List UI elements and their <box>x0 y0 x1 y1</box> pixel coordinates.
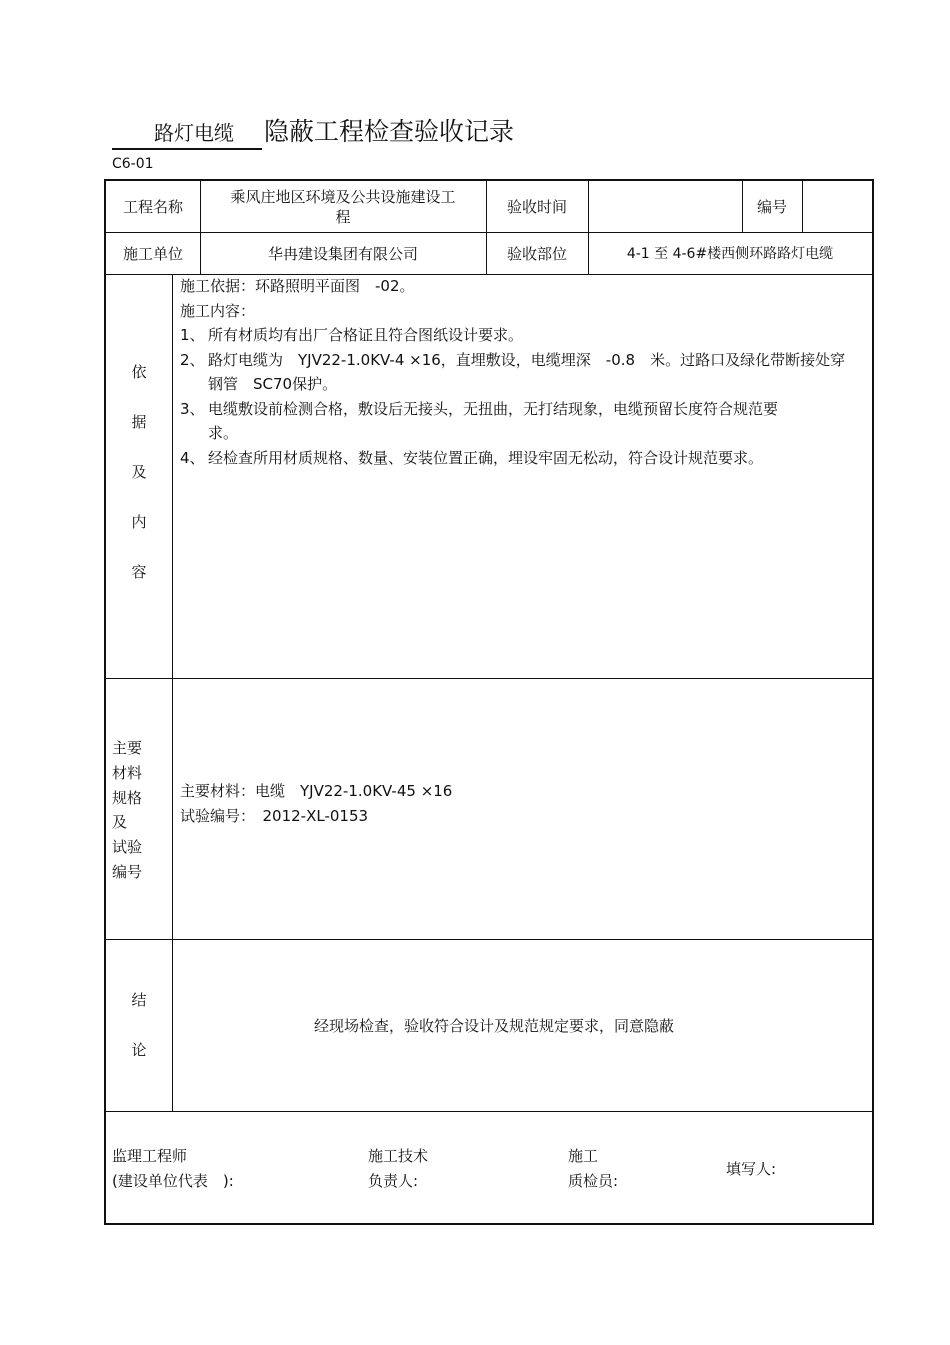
title-main: 隐蔽工程检查验收记录 <box>264 117 515 146</box>
number-value <box>802 181 872 232</box>
construction-unit-label: 施工单位 <box>122 244 183 263</box>
materials-label-line: 材料 <box>112 763 143 782</box>
row-divider <box>106 939 872 940</box>
conclusion-label-char: 论 <box>131 1041 147 1059</box>
materials-label <box>112 736 172 885</box>
item-text: 电缆敷设前检测合格，敷设后无接头，无扭曲，无打结现象，电缆预留长度符合规范要求。 <box>208 399 779 442</box>
inspection-part-label: 验收部位 <box>506 244 567 263</box>
inspection-table <box>104 179 874 1225</box>
basis-label-char: 及 <box>131 463 147 481</box>
materials-content <box>180 779 860 828</box>
conclusion-label <box>106 989 172 1089</box>
qc-signature <box>568 1144 618 1194</box>
construction-unit-value: 华冉建设集团有限公司 <box>267 244 418 263</box>
inspection-part-value: 4-1 至 4-6#楼西侧环路路灯电缆 <box>626 246 834 262</box>
materials-label-line: 及 <box>112 813 128 832</box>
supervisor-line2: (建设单位代表 ): <box>112 1172 234 1190</box>
basis-label-char: 内 <box>131 513 147 531</box>
inspection-time-value <box>588 181 742 232</box>
item-text: 路灯电缆为 YJV22-1.0KV-4 ×16，直埋敷设，电缆埋深 -0.8 米。过路口及绿化带断接处穿钢管 SC70保护。 <box>208 350 846 393</box>
project-name-label: 工程名称 <box>122 198 183 216</box>
material-line: 主要材料：电缆 YJV22-1.0KV-45 ×16 <box>180 782 453 800</box>
item-number: 3、 <box>180 399 205 418</box>
row-divider <box>106 678 872 679</box>
tech-lead-signature <box>368 1144 428 1194</box>
row-divider <box>106 1111 872 1112</box>
qc-line2: 质检员: <box>568 1172 619 1190</box>
basis-label-char: 依 <box>131 363 147 381</box>
basis-label-char: 据 <box>131 413 147 431</box>
form-code: C6-01 <box>112 156 154 172</box>
materials-label-line: 规格 <box>112 788 143 807</box>
content-heading: 施工内容： <box>180 301 256 320</box>
materials-label-line: 试验 <box>112 838 143 857</box>
item-number: 4、 <box>180 448 205 467</box>
title-blank <box>112 117 262 150</box>
label-col-divider <box>172 274 173 1111</box>
materials-label-line: 主要 <box>112 739 143 757</box>
page-title <box>112 112 514 150</box>
inspection-time-label: 验收时间 <box>506 198 567 216</box>
supervisor-line1: 监理工程师 <box>112 1147 188 1165</box>
item-number: 2、 <box>180 350 205 369</box>
test-number-line: 试验编号： 2012-XL-0153 <box>180 806 369 825</box>
basis-label <box>106 361 172 601</box>
project-name-value: 乘风庄地区环境及公共设施建设工程 <box>230 187 456 226</box>
title-blank-text: 路灯电缆 <box>154 121 234 145</box>
supervisor-signature <box>112 1144 234 1194</box>
tech-line1: 施工技术 <box>368 1147 429 1165</box>
qc-line1: 施工 <box>568 1147 599 1165</box>
content-item <box>180 397 804 446</box>
number-label: 编号 <box>756 198 787 216</box>
materials-label-line: 编号 <box>112 862 143 881</box>
content-item <box>180 446 860 471</box>
item-number: 1、 <box>180 326 205 344</box>
conclusion-text: 经现场检查，验收符合设计及规范规定要求，同意隐蔽 <box>314 1017 675 1035</box>
tech-line2: 负责人: <box>368 1172 419 1190</box>
content-item <box>180 348 860 397</box>
filler-signature: 填写人: <box>726 1160 777 1178</box>
item-text: 所有材质均有出厂合格证且符合图纸设计要求。 <box>208 326 524 344</box>
content-item <box>180 323 860 348</box>
basis-label-char: 容 <box>131 563 147 581</box>
item-text: 经检查所用材质规格、数量、安装位置正确，埋设牢固无松动，符合设计规范要求。 <box>208 448 764 467</box>
basis-line: 施工依据：环路照明平面图 -02。 <box>180 277 415 295</box>
conclusion-label-char: 结 <box>131 991 147 1009</box>
basis-content <box>180 274 860 470</box>
